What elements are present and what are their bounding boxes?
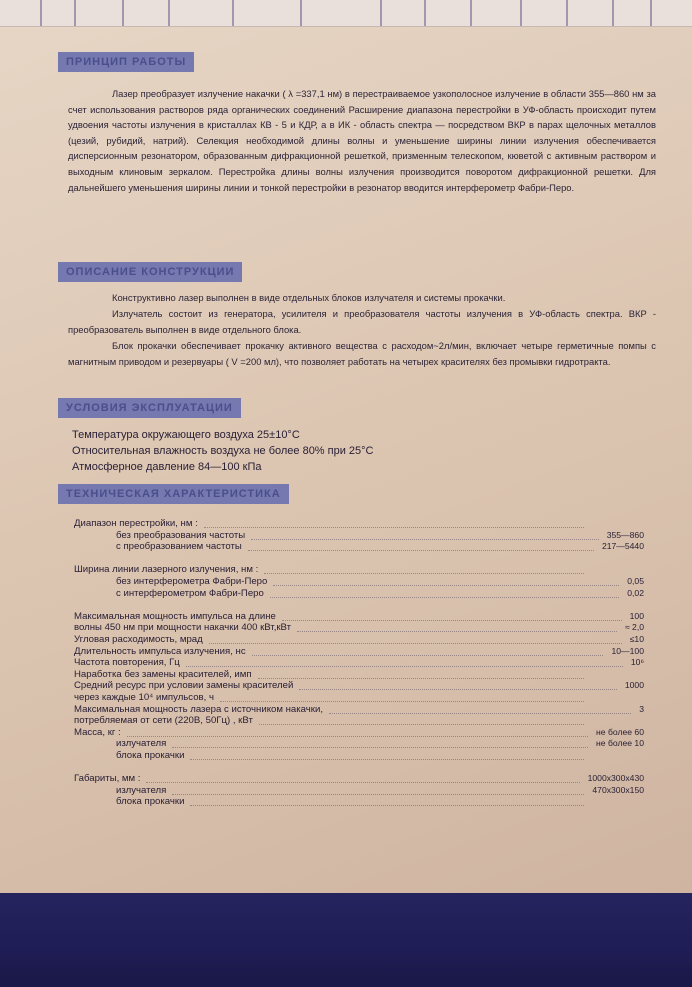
dot-leader	[172, 793, 584, 795]
spec-row	[74, 553, 644, 565]
spec-row	[74, 611, 644, 623]
condition-temperature: Температура окружающего воздуха 25±10°С	[72, 429, 300, 441]
section-heading-specs: ТЕХНИЧЕСКАЯ ХАРАКТЕРИСТИКА	[58, 484, 289, 504]
design-p2: Излучатель состоит из генератора, усилителя и преобразователя частоты излучения в УФ-область спектра. ВКР - преобразователь выполнен в виде отдельного блока.	[68, 308, 656, 335]
spec-row	[74, 622, 644, 634]
spec-value: 0,02	[627, 587, 644, 598]
design-paragraph-2	[68, 306, 656, 337]
spec-value: 355—860	[606, 529, 644, 540]
spec-row	[74, 738, 644, 750]
section-heading-principle: ПРИНЦИП РАБОТЫ	[58, 52, 194, 72]
condition-humidity: Относительная влажность воздуха не более 80% при 25°С	[72, 445, 374, 457]
spec-row	[74, 518, 644, 530]
design-p1: Конструктивно лазер выполнен в виде отдельных блоков излучателя и системы прокачки.	[112, 292, 506, 303]
spec-row	[74, 761, 644, 773]
spec-label: без преобразования частоты	[116, 529, 246, 541]
spec-row	[74, 564, 644, 576]
dot-leader	[186, 665, 623, 667]
spec-label: волны 450 нм при мощности накачки 400 кВт,кВт	[74, 622, 292, 634]
spec-row	[74, 704, 644, 716]
spec-value: 100	[629, 610, 644, 621]
dot-leader	[273, 584, 619, 586]
spec-label: блока прокачки	[116, 749, 185, 761]
spec-value: не более 60	[596, 726, 644, 737]
spec-row	[74, 796, 644, 808]
spec-row	[74, 680, 644, 692]
spec-label: Частота повторения, Гц	[74, 657, 180, 669]
design-paragraph-3	[68, 338, 656, 369]
dot-leader	[282, 619, 622, 621]
spec-value: 1000	[624, 680, 644, 691]
spec-row	[74, 588, 644, 600]
dot-leader	[204, 526, 584, 528]
spec-value: 217—5440	[601, 541, 644, 552]
design-paragraph-1	[68, 290, 656, 306]
spec-row	[74, 646, 644, 658]
dot-leader	[248, 549, 594, 551]
spec-value: ≤10	[629, 633, 644, 644]
dot-leader	[264, 572, 584, 574]
condition-pressure: Атмосферное давление 84—100 кПа	[72, 461, 262, 473]
dot-leader	[172, 746, 588, 748]
principle-body: Лазер преобразует излучение накачки ( λ =337,1 нм) в перестраиваемое узкополосное излучение в области 355—860 нм за счет использования растворов ряда органических соединений Расширение диапазона перестройки в УФ-область происходит путем удвоения частоты излучения в кристаллах КВ - 5 и КДР, а в ИК - область спектра — посредством ВКР в парах щелочных металлов (цезий, рубидий, натрий). Селекция необходимой длины волны и уменьшение ширины линии излучения обеспечивается дисперсионным резонатором, образованным дифракционной решеткой, призменным телескопом, кюветой с активным раствором и выходным клиновым зеркалом. Перестройка длины волны излучения производится поворотом дифракционной решетки. Для дальнейшего уменьшения ширины линии и тонкой перестройки в резонатор вводится интерферометр Фабри-Перо.	[68, 88, 656, 193]
spec-label: излучателя	[116, 784, 167, 796]
spec-value: 10—100	[611, 645, 644, 656]
spec-row	[74, 530, 644, 542]
footer-band	[0, 893, 692, 987]
spec-label: Длительность импульса излучения, нс	[74, 645, 246, 657]
spec-row	[74, 657, 644, 669]
spec-value: 0,05	[627, 575, 644, 586]
spec-row	[74, 750, 644, 762]
dot-leader	[251, 538, 599, 540]
spec-label: Масса, кг :	[74, 726, 121, 738]
section-heading-conditions: УСЛОВИЯ ЭКСПЛУАТАЦИИ	[58, 398, 241, 418]
spec-row	[74, 785, 644, 797]
spec-value: не более 10	[596, 738, 644, 749]
spec-label: Максимальная мощность лазера с источником накачки,	[74, 703, 323, 715]
spec-label: Диапазон перестройки, нм :	[74, 518, 198, 529]
spec-value: ≈ 2,0	[624, 622, 644, 633]
dot-leader	[258, 677, 584, 679]
dot-leader	[190, 804, 584, 806]
spec-row	[74, 576, 644, 588]
dot-leader	[297, 630, 617, 632]
section-heading-design: ОПИСАНИЕ КОНСТРУКЦИИ	[58, 262, 242, 282]
spec-row	[74, 669, 644, 681]
dot-leader	[220, 700, 584, 702]
spec-row	[74, 541, 644, 553]
dot-leader	[146, 781, 580, 783]
spec-label: Наработка без замены красителей, имп	[74, 668, 252, 680]
dot-leader	[209, 642, 622, 644]
spec-label: Угловая расходимость, мрад	[74, 633, 203, 645]
spec-label: с интерферометром Фабри-Перо	[116, 587, 264, 599]
spec-value: 3	[639, 703, 644, 714]
dot-leader	[270, 596, 619, 598]
spec-label: Максимальная мощность импульса на длине	[74, 610, 276, 622]
spec-row	[74, 634, 644, 646]
spec-label: Габариты, мм :	[74, 773, 141, 785]
spec-row	[74, 715, 644, 727]
spec-label: без интерферометра Фабри-Перо	[116, 575, 268, 587]
spec-label: блока прокачки	[116, 796, 185, 808]
principle-text	[68, 86, 656, 195]
spec-row	[74, 773, 644, 785]
dot-leader	[329, 712, 631, 714]
spec-label: с преобразованием частоты	[116, 541, 242, 553]
dot-leader	[259, 723, 584, 725]
spec-row	[74, 692, 644, 704]
spec-label: излучателя	[116, 738, 167, 750]
spec-label: потребляемая от сети (220В, 50Гц) , кВт	[74, 715, 253, 727]
spec-label: Средний ресурс при условии замены красителей	[74, 680, 294, 692]
specs-table	[74, 518, 644, 808]
dot-leader	[299, 688, 617, 690]
spec-value: 10⁶	[630, 657, 644, 668]
design-p3: Блок прокачки обеспечивает прокачку активного вещества с расходом~2л/мин, включает четыре герметичные помпы с магнитным приводом и резервуары ( V =200 мл), что позволяет работать на четырех красителях без промывки гидротракта.	[68, 340, 656, 367]
spec-row	[74, 727, 644, 739]
spec-row	[74, 599, 644, 611]
dot-leader	[127, 735, 588, 737]
spec-label: Ширина линии лазерного излучения, нм :	[74, 564, 259, 576]
dot-leader	[252, 654, 603, 656]
dot-leader	[190, 758, 584, 760]
spec-label: через каждые 10⁴ импульсов, ч	[74, 691, 214, 703]
spec-value: 470x300x150	[592, 784, 644, 795]
spec-value: 1000x300x430	[587, 773, 644, 784]
